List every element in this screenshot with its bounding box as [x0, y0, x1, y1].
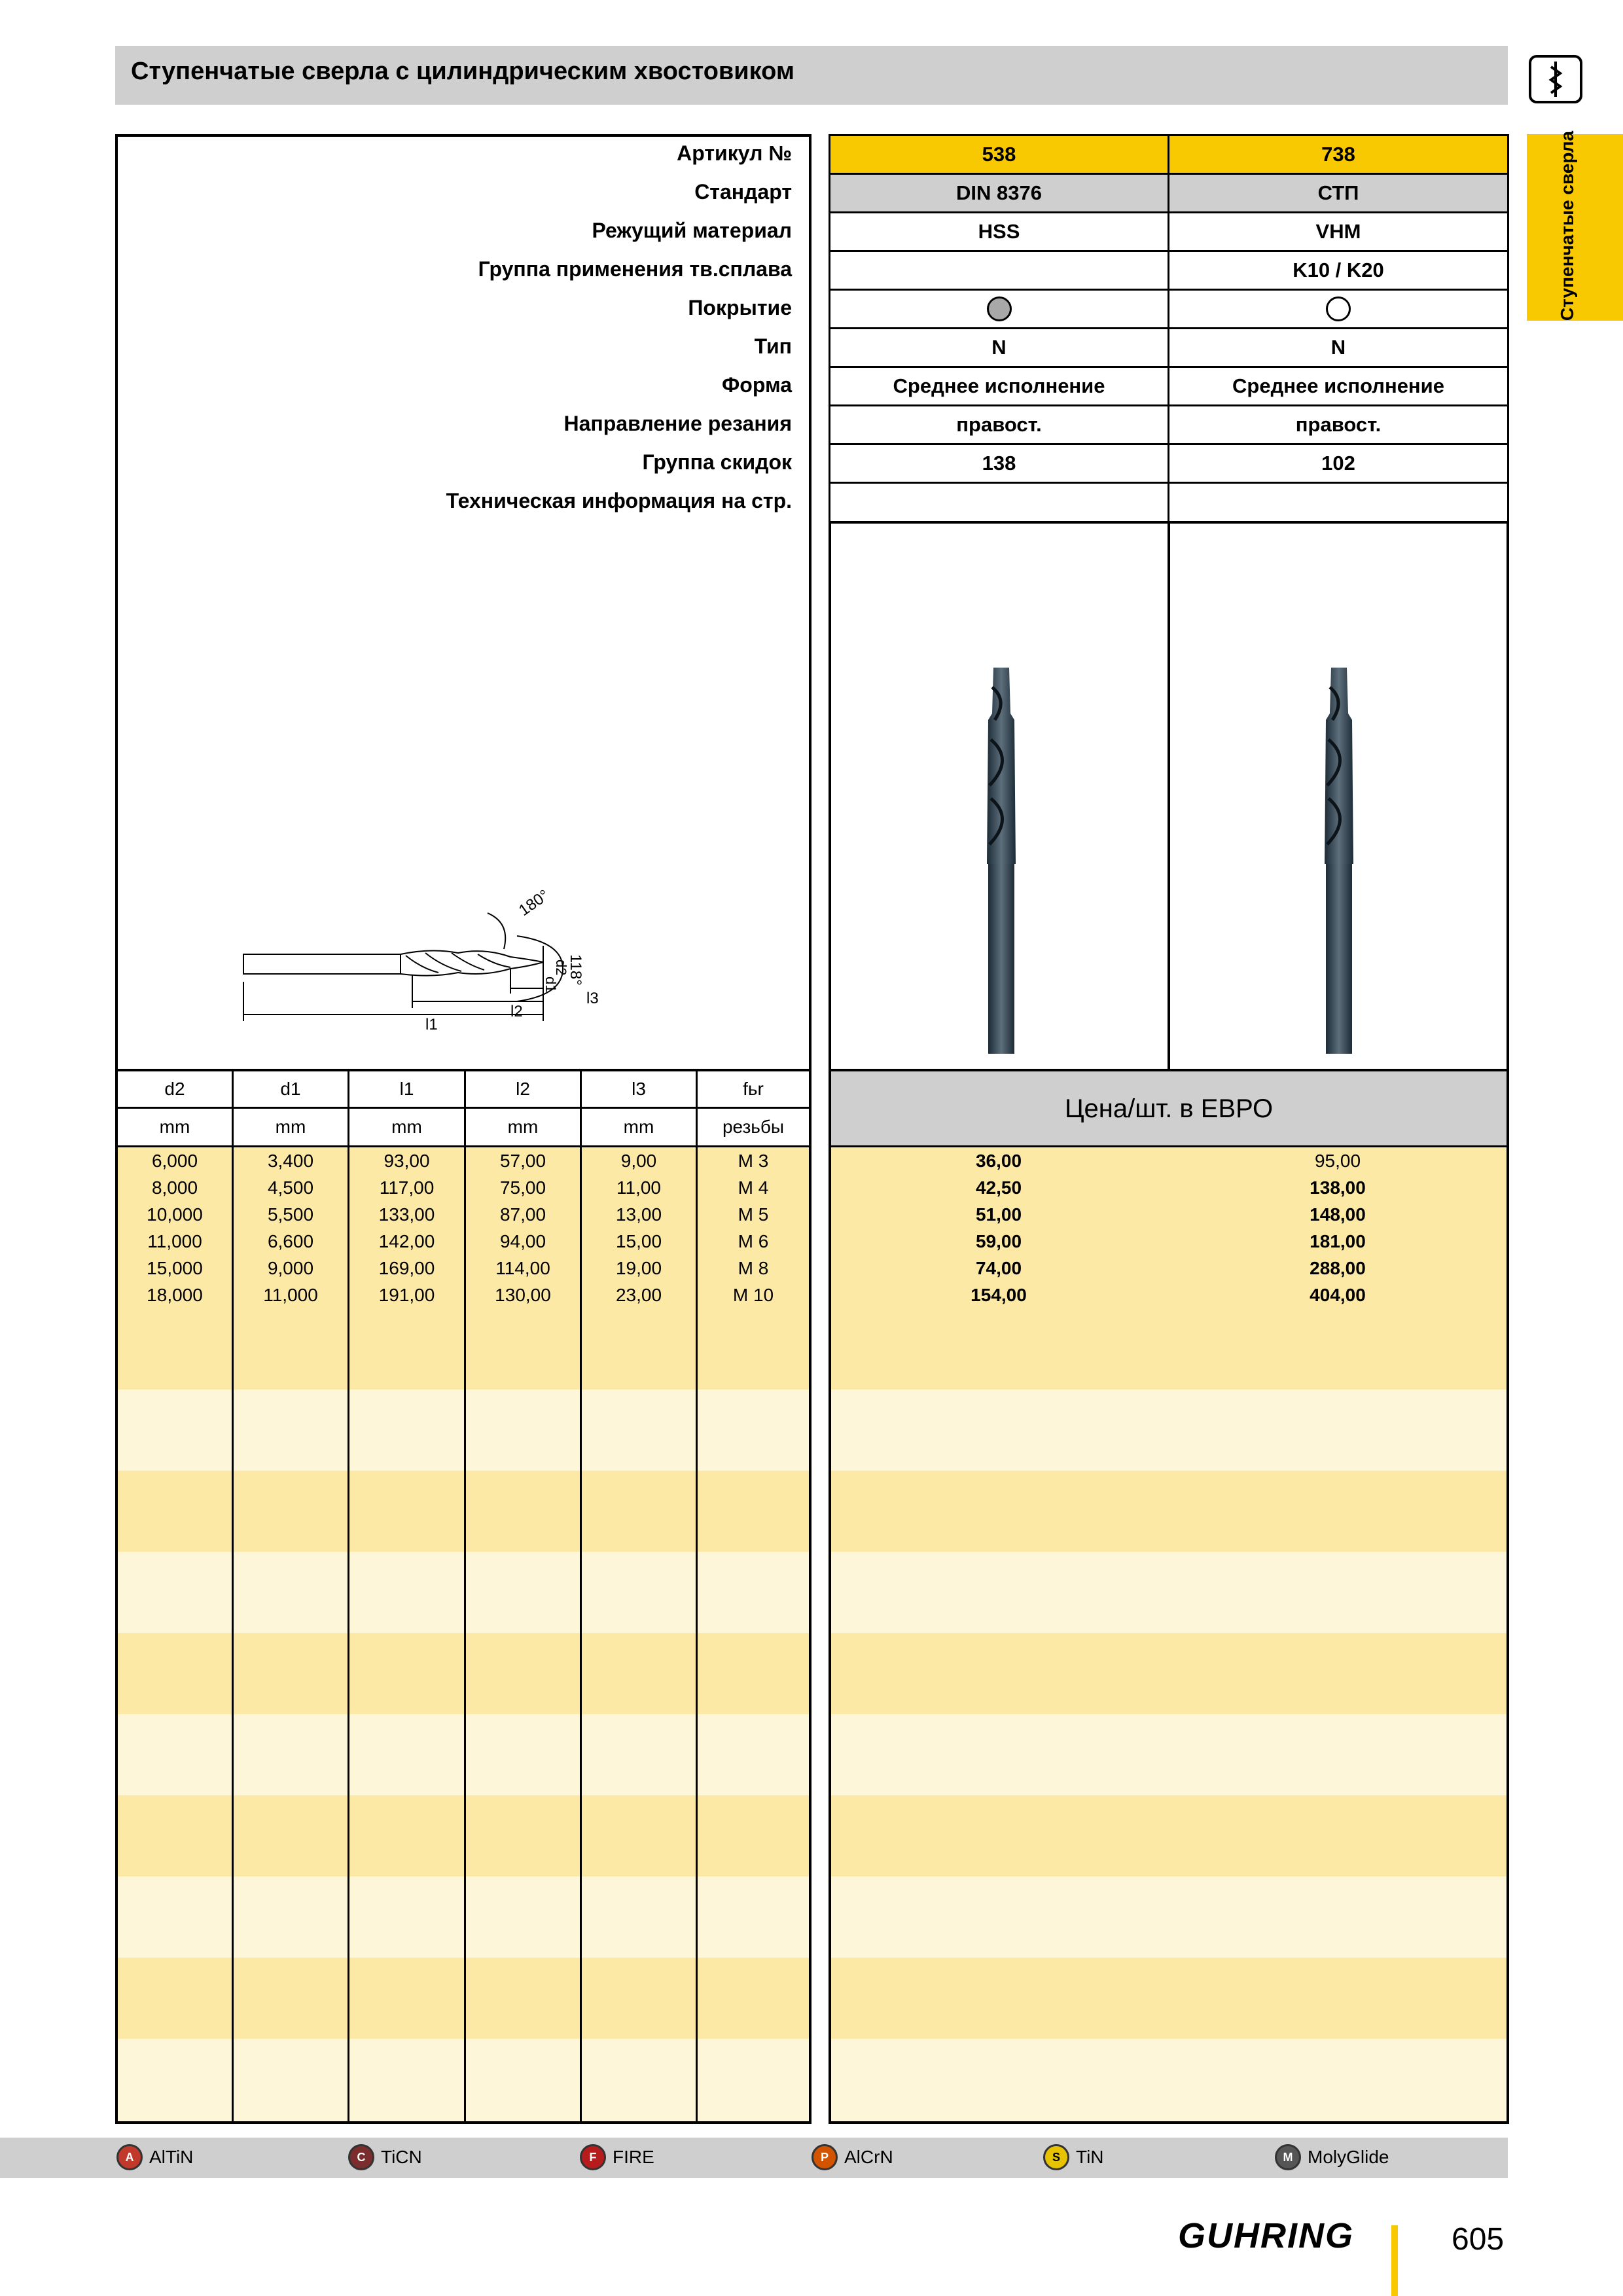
unit-l2: mm: [507, 1117, 539, 1137]
angle-180-label: 180°: [515, 886, 553, 920]
cell-l3: 23,00: [615, 1285, 662, 1305]
legend-label: MolyGlide: [1308, 2147, 1389, 2167]
price-738: 181,00: [1310, 1231, 1366, 1251]
price-header: Цена/шт. в ЕВРО: [831, 1071, 1507, 1146]
tin-coating-icon: S: [1043, 2144, 1069, 2170]
article-538-material: HSS: [829, 211, 1169, 252]
cell-d1: 9,000: [267, 1258, 314, 1278]
label-standard: Стандарт: [694, 180, 792, 204]
col-header-d2: d2: [164, 1079, 185, 1099]
label-discount-group: Группа скидок: [642, 450, 792, 474]
cell-d1: 5,500: [267, 1204, 314, 1225]
cell-l1: 169,00: [378, 1258, 435, 1278]
unit-thread: резьбы: [722, 1117, 785, 1137]
altin-coating-icon: A: [116, 2144, 143, 2170]
l2-label: l2: [510, 1003, 523, 1020]
page-title: Ступенчатые сверла с цилиндрическим хвостовиком: [131, 58, 794, 85]
cell-l2: 94,00: [499, 1231, 546, 1251]
cell-d1: 11,000: [263, 1285, 318, 1305]
col-header-thread: fьr: [743, 1079, 764, 1099]
cell-l3: 11,00: [616, 1177, 661, 1198]
cell-d1: 4,500: [267, 1177, 314, 1198]
price-738: 404,00: [1310, 1285, 1366, 1305]
cell-thread: M 10: [732, 1285, 774, 1305]
drill-538-image: [969, 661, 1034, 1054]
article-738-form: Среднее исполнение: [1168, 366, 1509, 406]
cell-thread: M 4: [738, 1177, 769, 1198]
units-divider: [115, 1145, 812, 1147]
l3-label: l3: [586, 990, 599, 1007]
legend-label: FIRE: [613, 2147, 654, 2167]
cell-l2: 114,00: [495, 1258, 550, 1278]
article-538-direction: правост.: [829, 404, 1169, 445]
d2-label: d2: [553, 960, 569, 976]
cell-d1: 6,600: [267, 1231, 314, 1251]
legend-fire: [580, 2142, 654, 2173]
unit-l1: mm: [391, 1117, 422, 1137]
unit-d2: mm: [159, 1117, 190, 1137]
technical-drawing: [236, 877, 694, 1054]
price-738: 288,00: [1310, 1258, 1366, 1278]
legend-molyglide: [1275, 2142, 1389, 2173]
col-header-l2: l2: [516, 1079, 530, 1099]
section-tab-label: Ступенчатые сверла: [1557, 130, 1577, 321]
cell-l1: 142,00: [378, 1231, 435, 1251]
cell-l2: 130,00: [495, 1285, 551, 1305]
article-538-form: Среднее исполнение: [829, 366, 1169, 406]
coating-empty-circle-icon: [1326, 296, 1351, 321]
cell-l2: 87,00: [499, 1204, 546, 1225]
cell-l3: 19,00: [615, 1258, 662, 1278]
article-738-material: VHM: [1168, 211, 1509, 252]
article-738-coating: [1168, 289, 1509, 329]
cell-d2: 8,000: [151, 1177, 198, 1198]
legend-alcrn: [812, 2142, 893, 2173]
cell-l1: 117,00: [379, 1177, 435, 1198]
product-images-divider: [1168, 521, 1170, 1071]
unit-d1: mm: [275, 1117, 306, 1137]
legend-altin: [116, 2142, 193, 2173]
price-header-divider: [829, 1145, 1509, 1147]
cell-l3: 13,00: [615, 1204, 662, 1225]
col-header-l1: l1: [399, 1079, 414, 1099]
article-538-type: N: [829, 327, 1169, 368]
cell-l3: 15,00: [615, 1231, 662, 1251]
article-738-carbide-group: K10 / K20: [1168, 250, 1509, 291]
article-738-tech-page: [1168, 482, 1509, 523]
price-538: 59,00: [975, 1231, 1022, 1251]
legend-label: TiN: [1076, 2147, 1104, 2167]
article-538-discount-group: 138: [829, 443, 1169, 484]
price-738: 148,00: [1310, 1204, 1366, 1225]
legend-label: AlTiN: [149, 2147, 194, 2167]
cell-l1: 93,00: [383, 1151, 430, 1171]
l1-label: l1: [425, 1016, 438, 1033]
article-738-standard: СТП: [1168, 173, 1509, 213]
footer-accent-bar: [1391, 2225, 1398, 2296]
cell-thread: M 3: [738, 1151, 769, 1171]
fire-coating-icon: F: [580, 2144, 606, 2170]
col-divider: [232, 1069, 234, 2124]
col-divider: [348, 1069, 349, 2124]
label-coating: Покрытие: [688, 296, 792, 319]
ticn-coating-icon: C: [348, 2144, 374, 2170]
alcrn-coating-icon: P: [812, 2144, 838, 2170]
label-cutting-direction: Направление резания: [563, 412, 792, 435]
price-538: 74,00: [975, 1258, 1022, 1278]
legend-tin: [1043, 2142, 1104, 2173]
price-table: [829, 1069, 1509, 2124]
article-738-discount-group: 102: [1168, 443, 1509, 484]
label-article-no: Артикул №: [677, 141, 792, 165]
price-738: 138,00: [1310, 1177, 1366, 1198]
price-538: 36,00: [975, 1151, 1022, 1171]
label-tech-info: Техническая информация на стр.: [446, 489, 792, 512]
article-538-carbide-group: [829, 250, 1169, 291]
cell-d2: 15,000: [147, 1258, 203, 1278]
cell-d2: 6,000: [151, 1151, 198, 1171]
d1-label: d1: [543, 977, 559, 993]
article-738-number: 738: [1168, 134, 1509, 175]
page-number: 605: [1452, 2222, 1505, 2257]
dimensions-table: [115, 1069, 812, 2124]
price-538: 42,50: [975, 1177, 1022, 1198]
article-538-number: 538: [829, 134, 1169, 175]
coating-gray-circle-icon: [987, 296, 1012, 321]
article-738-direction: правост.: [1168, 404, 1509, 445]
label-cutting-material: Режущий материал: [592, 219, 792, 242]
cell-l2: 57,00: [499, 1151, 546, 1171]
cell-l1: 133,00: [378, 1204, 435, 1225]
col-header-d1: d1: [280, 1079, 301, 1099]
step-drill-icon: [1525, 47, 1588, 110]
price-538: 154,00: [971, 1285, 1027, 1305]
article-738-type: N: [1168, 327, 1509, 368]
legend-label: AlCrN: [844, 2147, 893, 2167]
legend-ticn: [348, 2142, 422, 2173]
label-form: Форма: [721, 373, 792, 397]
col-header-l3: l3: [632, 1079, 646, 1099]
drill-738-image: [1306, 661, 1372, 1054]
label-carbide-group: Группа применения тв.сплава: [478, 257, 792, 281]
angle-118-label: 118°: [567, 954, 584, 986]
col-divider: [696, 1069, 698, 2124]
brand-logo: GUHRING: [1178, 2216, 1354, 2255]
cell-d2: 18,000: [147, 1285, 203, 1305]
price-538: 51,00: [975, 1204, 1022, 1225]
col-divider: [580, 1069, 582, 2124]
cell-thread: M 8: [738, 1258, 769, 1278]
label-type: Тип: [754, 334, 792, 358]
price-738: 95,00: [1314, 1151, 1361, 1171]
cell-l2: 75,00: [499, 1177, 546, 1198]
article-538-standard: DIN 8376: [829, 173, 1169, 213]
cell-d1: 3,400: [267, 1151, 314, 1171]
molyglide-coating-icon: M: [1275, 2144, 1301, 2170]
cell-d2: 11,000: [147, 1231, 202, 1251]
article-538-tech-page: [829, 482, 1169, 523]
cell-l3: 9,00: [620, 1151, 657, 1171]
cell-d2: 10,000: [147, 1204, 203, 1225]
cell-thread: M 5: [738, 1204, 769, 1225]
cell-l1: 191,00: [378, 1285, 435, 1305]
legend-label: TiCN: [381, 2147, 422, 2167]
unit-l3: mm: [623, 1117, 654, 1137]
article-538-coating: [829, 289, 1169, 329]
col-divider: [464, 1069, 466, 2124]
cell-thread: M 6: [738, 1231, 769, 1251]
